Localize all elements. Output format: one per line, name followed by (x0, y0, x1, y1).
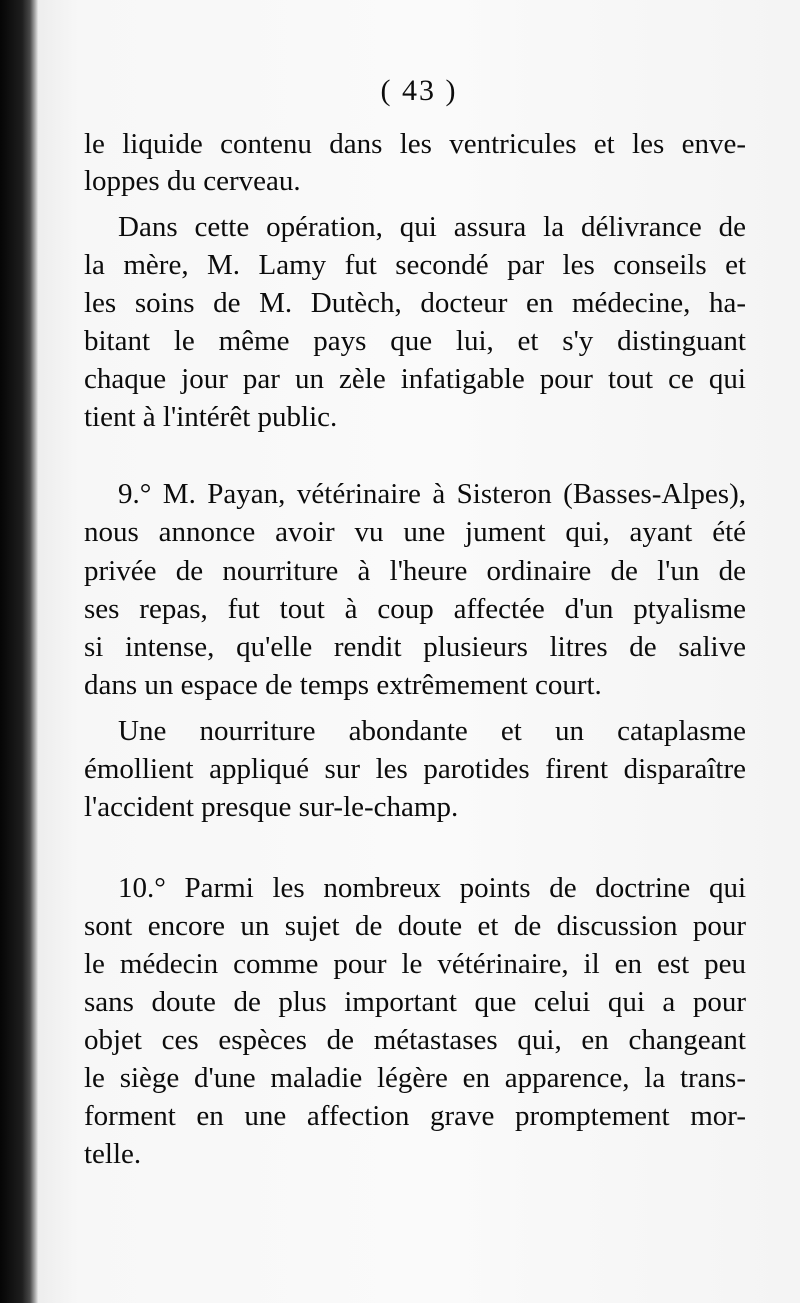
text-line: forment en une affection grave promptement mor- (84, 1100, 746, 1132)
text-line: le médecin comme pour le vétérinaire, il en est peu (84, 948, 746, 980)
text-line: chaque jour par un zèle infatigable pour tout ce qui (84, 363, 746, 395)
text-line: Une nourriture abondante et un cataplasme (118, 715, 746, 747)
text-line: sont encore un sujet de doute et de discussion pour (84, 910, 746, 942)
text-line: nous annonce avoir vu une jument qui, ayant été (84, 516, 746, 548)
book-page (38, 0, 800, 1303)
text-line: sans doute de plus important que celui qui a pour (84, 986, 746, 1018)
text-line: privée de nourriture à l'heure ordinaire de l'un de (84, 555, 746, 587)
text-line: 10.° Parmi les nombreux points de doctrine qui (118, 872, 746, 904)
text-line: le liquide contenu dans les ventricules et les enve- (84, 128, 746, 160)
book-gutter-shadow (0, 0, 38, 1303)
text-line: loppes du cerveau. (84, 165, 301, 197)
text-line: telle. (84, 1138, 142, 1170)
text-line: ses repas, fut tout à coup affectée d'un ptyalisme (84, 593, 746, 625)
text-line: 9.° M. Payan, vétérinaire à Sisteron (Basses-Alpes), (118, 478, 746, 510)
text-line: Dans cette opération, qui assura la délivrance de (118, 211, 746, 243)
page-number: ( 43 ) (380, 74, 458, 107)
text-line: objet ces espèces de métastases qui, en changeant (84, 1024, 746, 1056)
text-line: l'accident presque sur-le-champ. (84, 791, 459, 823)
text-line: dans un espace de temps extrêmement court. (84, 669, 602, 701)
text-line: si intense, qu'elle rendit plusieurs litres de salive (84, 631, 746, 663)
text-line: le siège d'une maladie légère en apparence, la trans- (84, 1062, 746, 1094)
text-line: émollient appliqué sur les parotides firent disparaître (84, 753, 746, 785)
text-line: tient à l'intérêt public. (84, 401, 338, 433)
text-line: bitant le même pays que lui, et s'y distinguant (84, 325, 746, 357)
text-line: la mère, M. Lamy fut secondé par les conseils et (84, 249, 746, 281)
page-text (38, 0, 800, 1303)
text-line: les soins de M. Dutèch, docteur en médecine, ha- (84, 287, 746, 319)
